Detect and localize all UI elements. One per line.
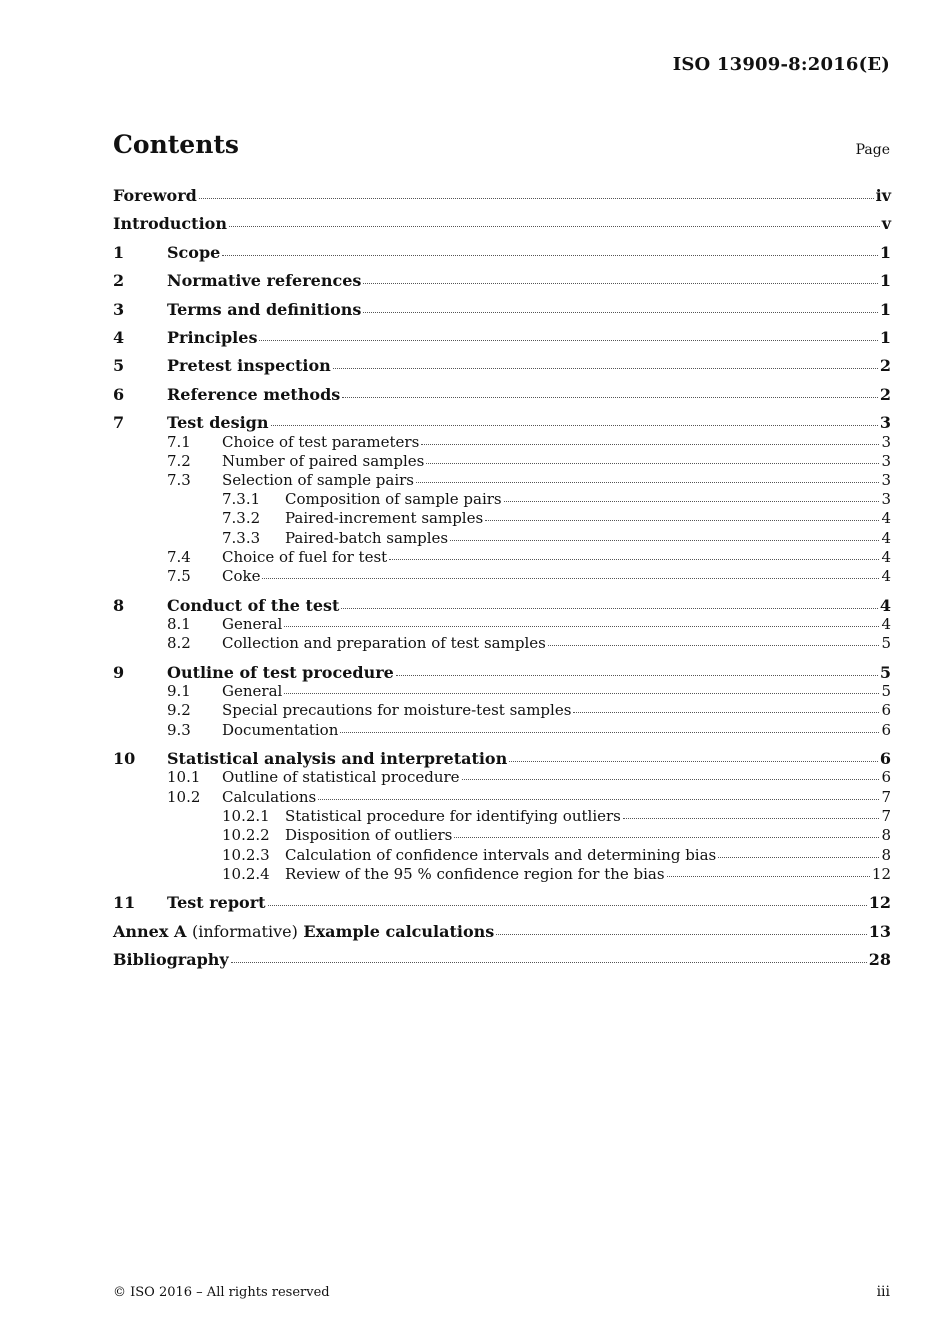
toc-page: v (881, 214, 891, 233)
toc-leader (496, 934, 866, 935)
toc-leader (342, 397, 878, 398)
toc-title: Terms and definitions (167, 300, 362, 319)
toc-entry[interactable] (113, 511, 891, 526)
toc-number: 5 (113, 356, 125, 375)
toc-title: Test report (167, 893, 266, 912)
toc-page: 4 (881, 529, 891, 547)
toc-leader (229, 226, 880, 227)
footer-copyright: © ISO 2016 – All rights reserved (113, 1285, 330, 1300)
toc-page: 7 (881, 807, 891, 825)
toc-page: 6 (881, 721, 891, 739)
toc-number: 7.3 (167, 471, 191, 489)
toc-title: Choice of test parameters (222, 433, 420, 451)
toc-leader (340, 732, 879, 733)
toc-title: Paired-batch samples (285, 529, 449, 547)
toc-entry[interactable] (113, 245, 891, 261)
toc-page: 1 (879, 328, 891, 347)
toc-title: Normative references (167, 271, 362, 290)
toc-entry[interactable] (113, 273, 891, 289)
toc-page: 13 (868, 922, 891, 941)
toc-number: 9.3 (167, 721, 191, 739)
toc-entry[interactable] (113, 770, 891, 785)
toc-number: 7.3.1 (222, 490, 261, 508)
toc-entry[interactable] (113, 790, 891, 805)
toc-entry[interactable] (113, 188, 891, 204)
toc-entry[interactable] (113, 454, 891, 469)
toc-leader (363, 283, 877, 284)
toc-leader (396, 675, 878, 676)
toc-number: 7.3.2 (222, 509, 261, 527)
toc-leader (504, 501, 880, 502)
toc-leader (318, 799, 879, 800)
toc-page: iv (875, 186, 891, 205)
toc-page: 6 (881, 768, 891, 786)
toc-leader (268, 905, 867, 906)
annex-note: (informative) (191, 922, 298, 941)
toc-title: Disposition of outliers (285, 826, 453, 844)
toc-title: Selection of sample pairs (222, 471, 414, 489)
toc-number: 10 (113, 749, 136, 768)
toc-leader (284, 626, 879, 627)
toc-title: Collection and preparation of test samples (222, 634, 546, 652)
toc-page: 12 (868, 893, 891, 912)
toc-leader (259, 340, 877, 341)
page-column-label: Page (855, 142, 890, 158)
toc-page: 3 (881, 471, 891, 489)
toc-number: 10.2 (167, 788, 201, 806)
toc-page: 4 (881, 615, 891, 633)
toc-title: Choice of fuel for test (222, 548, 388, 566)
toc-title: Bibliography (113, 950, 229, 969)
toc-number: 7.1 (167, 433, 191, 451)
toc-page: 12 (871, 865, 891, 883)
toc-leader (718, 857, 879, 858)
toc-page: 8 (881, 846, 891, 864)
toc-entry[interactable] (113, 435, 891, 450)
toc-number: 9.1 (167, 682, 191, 700)
toc-entry[interactable] (113, 415, 891, 431)
toc-number: 8.2 (167, 634, 191, 652)
toc-leader (389, 559, 879, 560)
toc-page: 4 (879, 596, 891, 615)
toc-leader (548, 645, 880, 646)
toc-page: 2 (879, 356, 891, 375)
toc-page: 3 (881, 490, 891, 508)
toc-title: Statistical analysis and interpretation (167, 749, 508, 768)
toc-number: 7.2 (167, 452, 191, 470)
toc-entry[interactable] (113, 924, 891, 940)
toc-leader (341, 608, 877, 609)
toc-entry[interactable] (113, 617, 891, 632)
toc-number: 10.2.3 (222, 846, 270, 864)
toc-leader (462, 779, 880, 780)
toc-page: 3 (881, 452, 891, 470)
toc-title: Principles (167, 328, 258, 347)
toc-entry[interactable] (113, 895, 891, 911)
toc-entry[interactable] (113, 684, 891, 699)
toc-leader (623, 818, 880, 819)
toc-entry[interactable] (113, 751, 891, 767)
toc-number: 10.2.4 (222, 865, 270, 883)
toc-page: 1 (879, 300, 891, 319)
toc-leader (271, 425, 878, 426)
toc-page: 3 (881, 433, 891, 451)
toc-title: General (222, 615, 283, 633)
toc-title: Number of paired samples (222, 452, 425, 470)
toc-page: 4 (881, 548, 891, 566)
toc-entry[interactable] (113, 867, 891, 882)
page-title: Contents (113, 130, 240, 159)
toc-leader (667, 876, 870, 877)
toc-entry[interactable] (113, 636, 891, 651)
toc-number: 2 (113, 271, 125, 290)
toc-leader (262, 578, 879, 579)
toc-leader (231, 962, 867, 963)
toc-leader (333, 368, 878, 369)
toc-entry[interactable] (113, 703, 891, 718)
toc-entry[interactable] (113, 569, 891, 584)
toc-entry[interactable] (113, 302, 891, 318)
toc-page: 6 (881, 701, 891, 719)
toc-title: Paired-increment samples (285, 509, 484, 527)
toc-entry[interactable] (113, 848, 891, 863)
toc-title: Review of the 95 % confidence region for the bias (285, 865, 665, 883)
toc-title: Documentation (222, 721, 339, 739)
toc-page: 8 (881, 826, 891, 844)
toc-entry[interactable] (113, 531, 891, 546)
annex-title: Example calculations (303, 922, 495, 941)
toc-number: 8 (113, 596, 125, 615)
toc-page: 6 (879, 749, 891, 768)
toc-page: 5 (881, 682, 891, 700)
toc-title: Coke (222, 567, 261, 585)
toc-entry[interactable] (113, 809, 891, 824)
toc-title: General (222, 682, 283, 700)
toc-title: Special precautions for moisture-test samples (222, 701, 572, 719)
toc-number: 9.2 (167, 701, 191, 719)
toc-title: Calculation of confidence intervals and determining bias (285, 846, 717, 864)
toc-entry[interactable] (113, 216, 891, 232)
toc-leader (454, 837, 879, 838)
toc-page: 1 (879, 243, 891, 262)
toc-leader (421, 444, 879, 445)
toc-page: 5 (879, 663, 891, 682)
toc-entry[interactable] (113, 723, 891, 738)
toc-number: 10.1 (167, 768, 201, 786)
toc-title: Statistical procedure for identifying outliers (285, 807, 621, 825)
toc-number: 7.4 (167, 548, 191, 566)
toc-entry[interactable] (113, 550, 891, 565)
toc-leader (426, 463, 879, 464)
toc-page: 28 (868, 950, 891, 969)
toc-title (113, 924, 494, 940)
toc-number: 1 (113, 243, 125, 262)
toc-number: 10.2.1 (222, 807, 270, 825)
toc-entry[interactable] (113, 598, 891, 614)
toc-entry[interactable] (113, 665, 891, 681)
toc-leader (573, 712, 879, 713)
toc-title: Calculations (222, 788, 317, 806)
toc-page: 7 (881, 788, 891, 806)
toc-number: 7.5 (167, 567, 191, 585)
toc-entry[interactable] (113, 952, 891, 968)
toc-entry[interactable] (113, 828, 891, 843)
toc-title: Composition of sample pairs (285, 490, 502, 508)
toc-entry[interactable] (113, 387, 891, 403)
toc-number: 10.2.2 (222, 826, 270, 844)
toc-title: Pretest inspection (167, 356, 331, 375)
toc-number: 8.1 (167, 615, 191, 633)
toc-leader (416, 482, 879, 483)
toc-leader (284, 693, 879, 694)
toc-title: Foreword (113, 186, 197, 205)
toc-leader (509, 761, 878, 762)
toc-title: Reference methods (167, 385, 341, 404)
toc-number: 7 (113, 413, 125, 432)
toc-number: 3 (113, 300, 125, 319)
toc-number: 4 (113, 328, 125, 347)
toc-title: Scope (167, 243, 221, 262)
toc-number: 9 (113, 663, 125, 682)
toc-page: 2 (879, 385, 891, 404)
toc-page: 1 (879, 271, 891, 290)
document-id: ISO 13909-8:2016(E) (672, 54, 890, 75)
toc-number: 11 (113, 893, 136, 912)
toc-title: Test design (167, 413, 269, 432)
toc-leader (363, 312, 877, 313)
annex-label: Annex A (113, 922, 187, 941)
toc-entry[interactable] (113, 473, 891, 488)
toc-entry[interactable] (113, 330, 891, 346)
toc-page: 5 (881, 634, 891, 652)
toc-page: 4 (881, 509, 891, 527)
toc-leader (450, 540, 879, 541)
toc-title: Outline of statistical procedure (222, 768, 460, 786)
toc-entry[interactable] (113, 358, 891, 374)
toc-leader (485, 520, 879, 521)
toc-number: 6 (113, 385, 125, 404)
toc-number: 7.3.3 (222, 529, 261, 547)
toc-title: Outline of test procedure (167, 663, 394, 682)
footer-page-number: iii (876, 1284, 890, 1300)
toc-leader (222, 255, 878, 256)
toc-title: Introduction (113, 214, 227, 233)
toc-leader (199, 198, 874, 199)
toc-page: 3 (879, 413, 891, 432)
toc-title: Conduct of the test (167, 596, 340, 615)
toc-entry[interactable] (113, 492, 891, 507)
toc-page: 4 (881, 567, 891, 585)
